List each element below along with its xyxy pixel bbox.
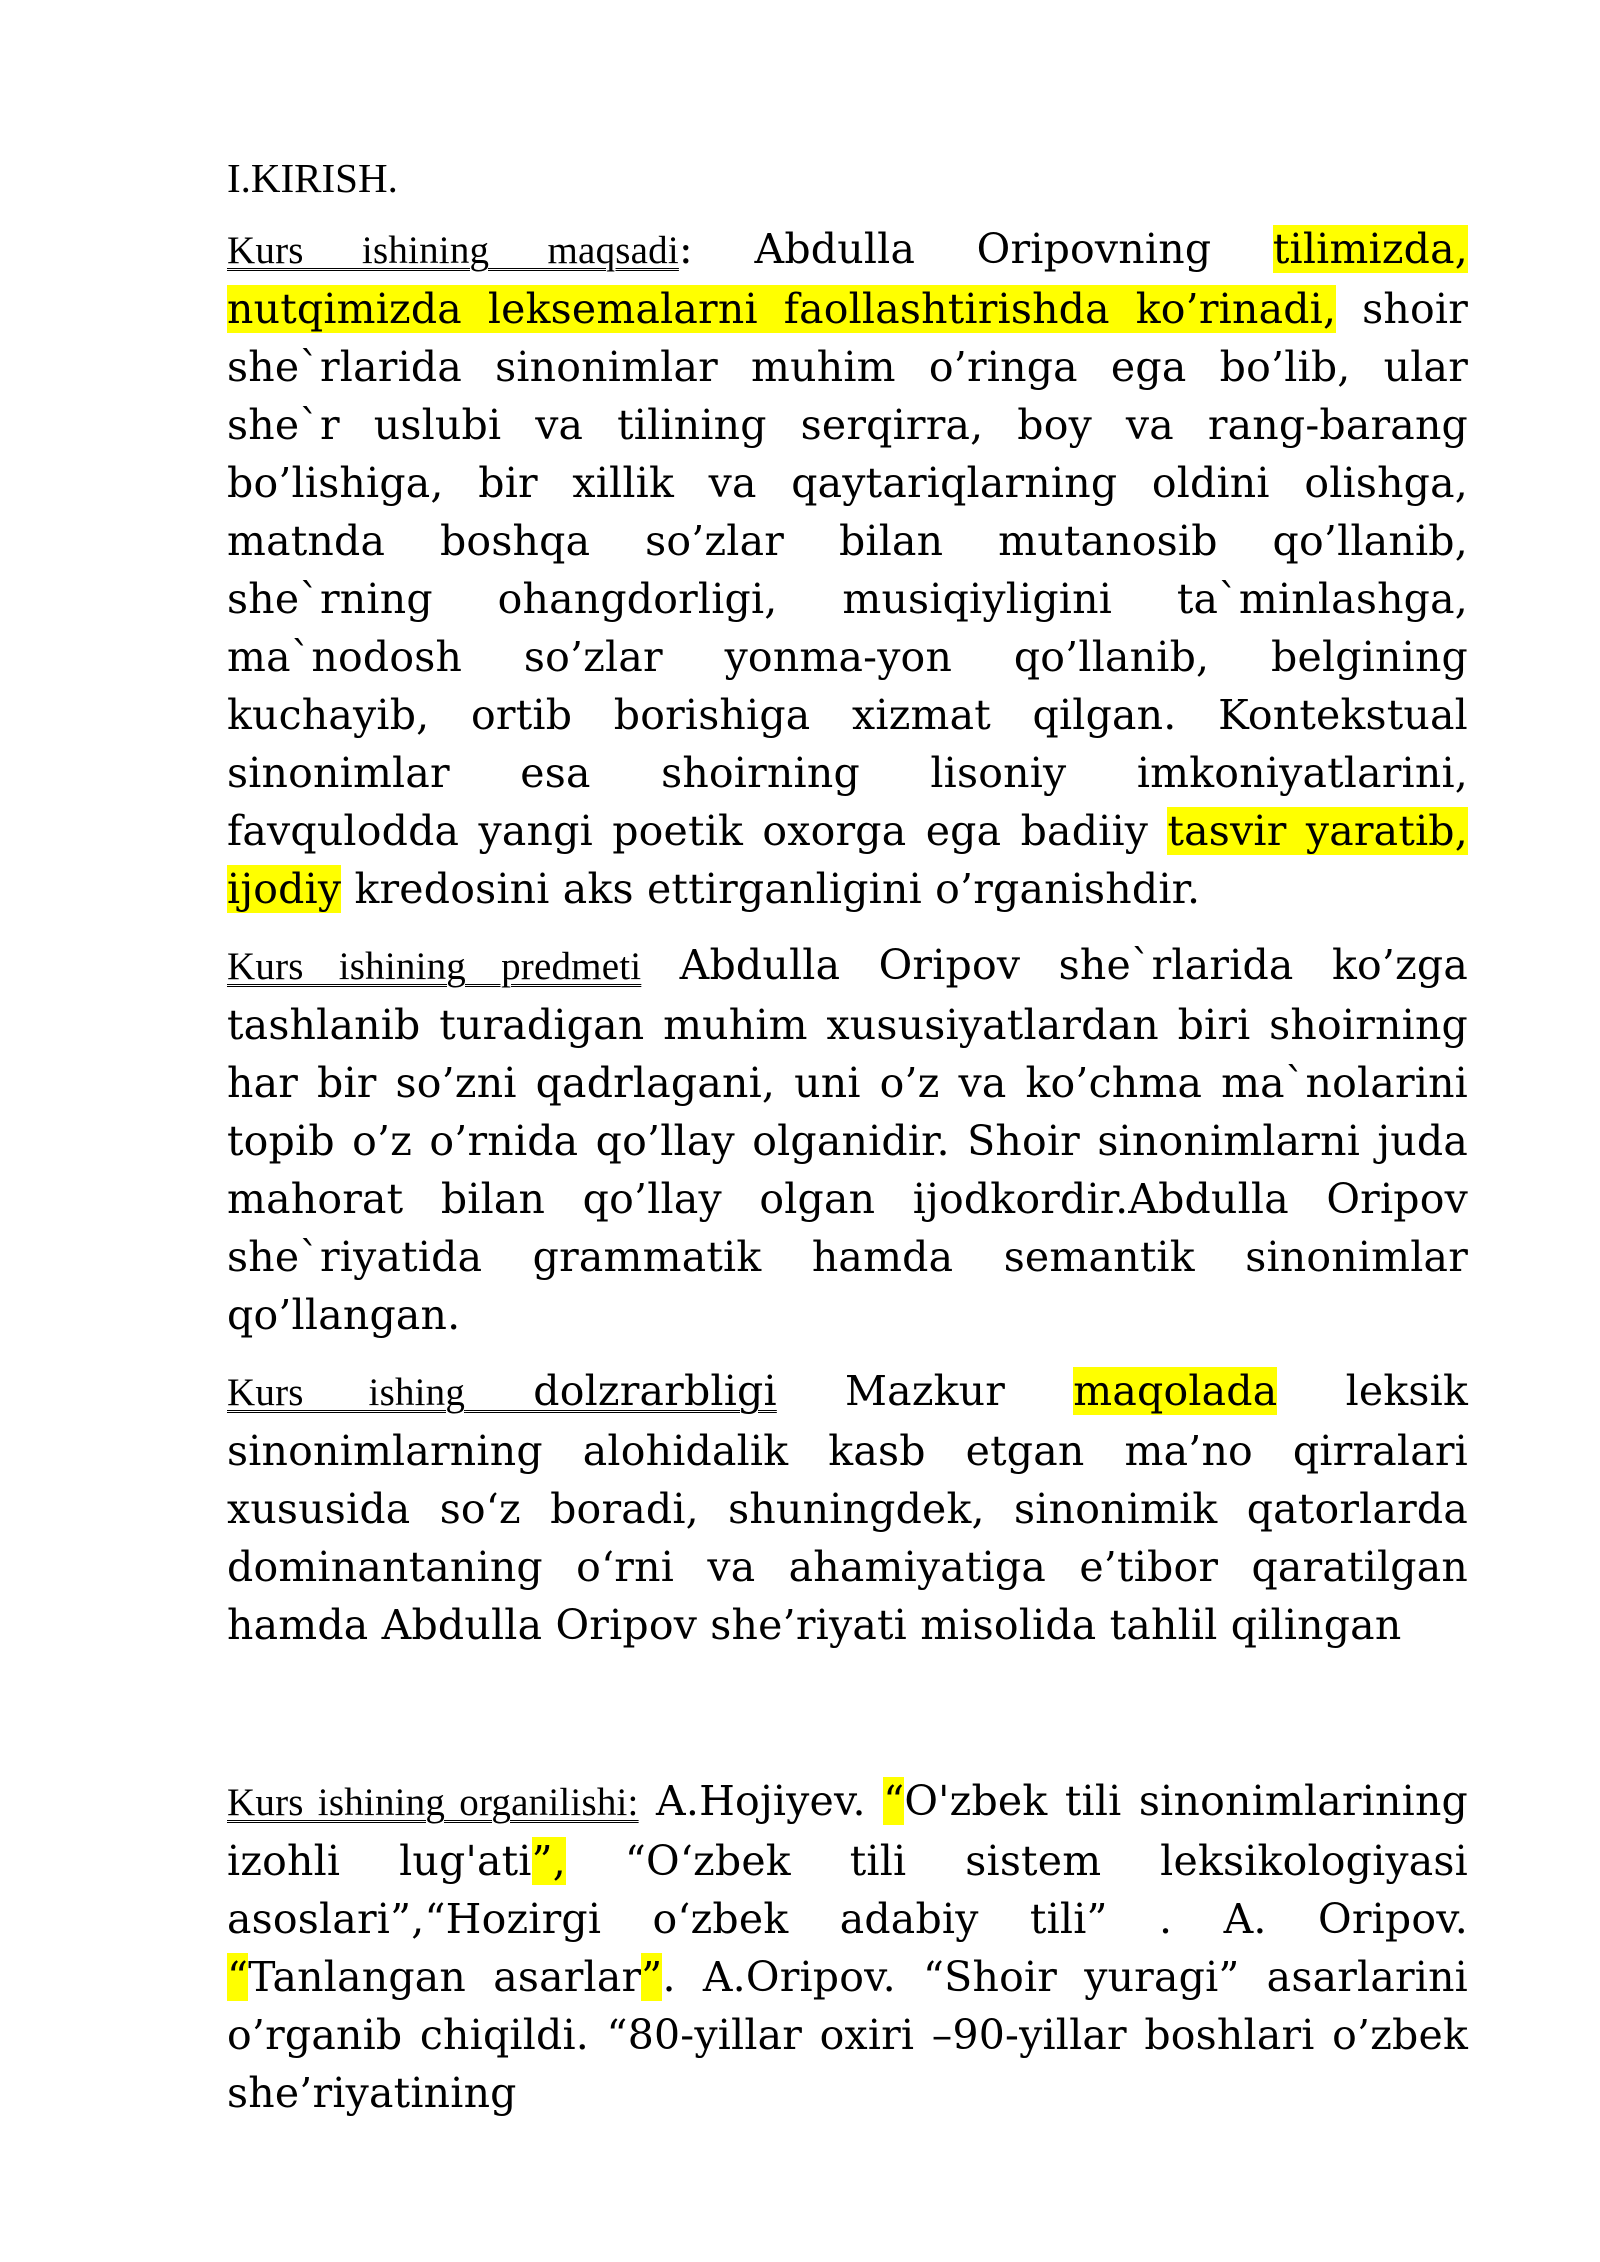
- paragraph-purpose: [227, 220, 1468, 918]
- study-text-5: . A.Oripov. “Shoir yuragi” asarlarini o’rganib chiqildi. “80-yillar oxiri –90-yillar boshlari o’zbek she’riyatining: [227, 1953, 1468, 2117]
- study-text-2: O'zbek tili sinonimlarining izohli lug'ati: [227, 1777, 1468, 1885]
- study-highlight-2: ”,: [531, 1837, 566, 1885]
- purpose-label: Kurs ishining maqsadi: [227, 229, 679, 272]
- study-highlight-4: ”: [641, 1953, 663, 2001]
- paragraph-relevance: [227, 1362, 1468, 1654]
- paragraph-subject: [227, 936, 1468, 1344]
- purpose-text-2: shoir she`rlarida sinonimlar muhim o’ringa ega bo’lib, ular she`r uslubi va tilining serqirra, boy va rang-barang bo’lishiga, bir xillik va qaytariqlarning oldini olishga, matnda boshqa so’zlar bilan mutanosib qo’llanib, she`rning ohangdorligi, musiqiyligini ta`minlashga, ma`nodosh so’zlar yonma-yon qo’llanib, belgining kuchayib, ortib borishiga xizmat qilgan. Kontekstual sinonimlar esa shoirning lisoniy imkoniyatlarini, favqulodda yangi poetik oxorga ega badiiy: [227, 285, 1468, 855]
- purpose-colon: :: [678, 225, 755, 273]
- relevance-text-1: Mazkur: [776, 1367, 1074, 1415]
- subject-label: Kurs ishining predmeti: [227, 945, 642, 988]
- purpose-highlight-1: tilimizda, nutqimizda leksemalarni faollashtirishda ko’rinadi,: [227, 225, 1468, 333]
- paragraph-study: [227, 1772, 1468, 2122]
- relevance-text-2: leksik sinonimlarning alohidalik kasb etgan ma’no qirralari xususida so‘z boradi, shuningdek, sinonimik qatorlarda dominantaning o‘rni va ahamiyatiga e’tibor qaratilgan hamda Abdulla Oripov she’riyati misolida tahlil qilingan: [227, 1367, 1469, 1649]
- purpose-text-1: Abdulla Oripovning: [754, 225, 1273, 273]
- paragraph-gap: [227, 1672, 1468, 1772]
- study-highlight-1: “: [883, 1777, 905, 1825]
- subject-text: Abdulla Oripov she`rlarida ko’zga tashlanib turadigan muhim xususiyatlardan biri shoirning har bir so’zni qadrlagani, uni o’z va ko’chma ma`nolarini topib o’z o’rnida qo’llay olganidir. Shoir sinonimlarni juda mahorat bilan qo’llay olgan ijodkordir.Abdulla Oripov she`riyatida grammatik hamda semantik sinonimlar qo’llangan.: [227, 941, 1468, 1339]
- relevance-label: Kurs ishing: [227, 1371, 466, 1414]
- study-text-3: “O‘zbek tili sistem leksikologiyasi asoslari”,“Hozirgi o‘zbek adabiy tili” . A. Oripov.: [227, 1837, 1468, 1943]
- study-text-4: Tanlangan asarlar: [248, 1953, 642, 2001]
- purpose-text-3: kredosini aks ettirganligini o’rganishdir.: [341, 865, 1201, 913]
- relevance-label-2: dolzrarbligi: [465, 1367, 777, 1415]
- document-body: [227, 150, 1468, 2140]
- purpose-highlight-2: tasvir yaratib, ijodiy: [227, 807, 1468, 913]
- study-label: Kurs ishining organilishi:: [227, 1781, 639, 1824]
- study-highlight-3: “: [227, 1953, 249, 2001]
- section-heading: I.KIRISH.: [227, 155, 398, 201]
- relevance-highlight: maqolada: [1073, 1367, 1278, 1415]
- study-text-1: A.Hojiyev.: [638, 1777, 884, 1825]
